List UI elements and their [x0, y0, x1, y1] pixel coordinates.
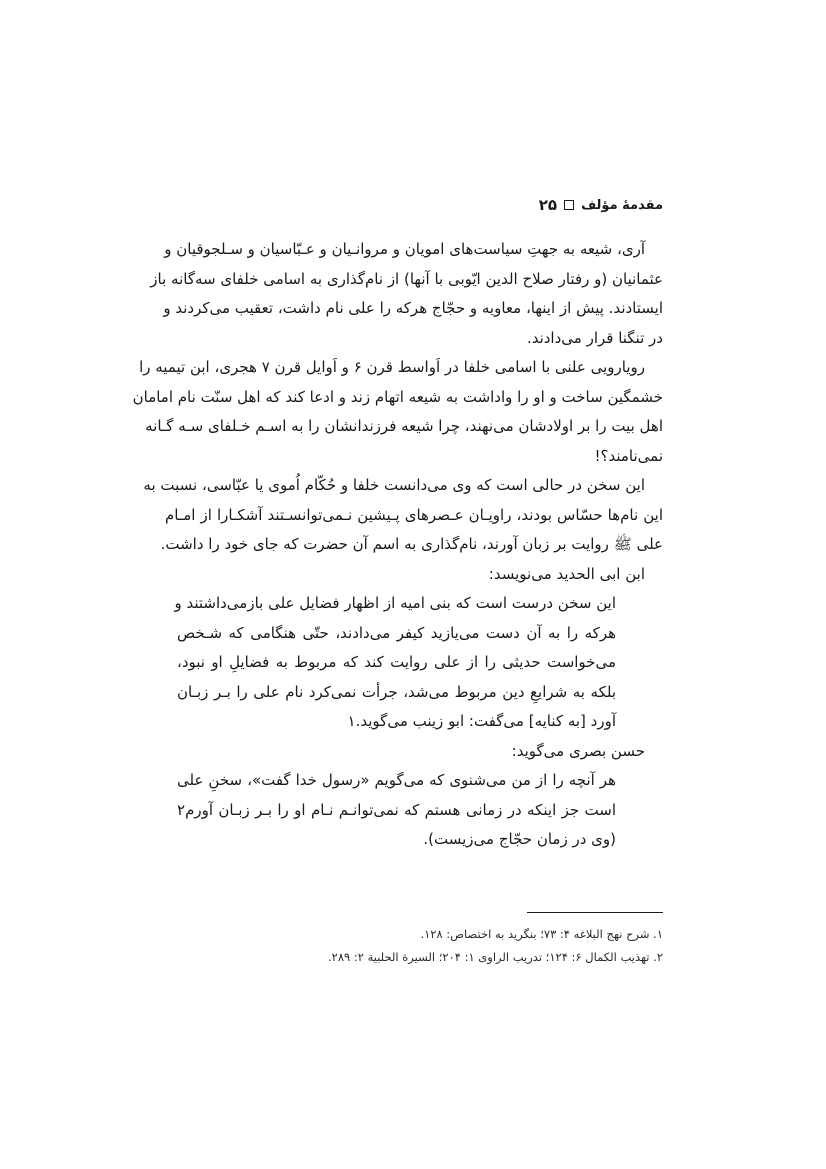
- text-line: آری، شیعه به جهتِ سیاست‌های امویان و مروانـیان و عـبّاسیان و سـلجوقیان و: [164, 240, 645, 258]
- footnotes: [165, 923, 663, 969]
- quote-intro: ابن ابی الحدید می‌نویسد:: [488, 564, 645, 583]
- text-line: علی ﷺ روایت بر زبان آورند، نام‌گذاری به اسم آن حضرت که جای خود را داشت.: [160, 535, 663, 553]
- footnote: ۲. تهذیب الکمال ۶: ۱۲۴؛ تدریب الراوی ۱: ۲۰۴؛ السیرة الحلبیة ۲: ۲۸۹.: [328, 950, 663, 964]
- page-number: ۲۵: [538, 196, 558, 214]
- main-text: [132, 235, 663, 855]
- running-head: [539, 196, 663, 214]
- text-line: خشمگین ساخت و او را واداشت به شیعه اتهام زند و ادعا کند که اهل سنّت نام امامان: [132, 387, 663, 406]
- text-line: اهل بیت را بر اولادشان می‌نهند، چرا شیعه فرزندانشان را به اسـم خـلفای سـه گـانه: [145, 417, 663, 435]
- quote-line: هرکه را به آن دست می‌یازید کیفر می‌دادند، حتّی هنگامی که شـخص: [177, 623, 616, 642]
- text-line: این سخن در حالی است که وی می‌دانست خلفا و حُکّام اُموی یا عبّاسی، نسبت به: [143, 476, 645, 494]
- quote-line: می‌خواست حدیثی را از علی روایت کند که مربوط به فضایلِ او نبود،: [177, 653, 616, 671]
- footnote-divider: [527, 912, 663, 913]
- text-line: نمی‌نامند؟!: [594, 446, 663, 465]
- quote-intro: حسن بصری می‌گوید:: [511, 741, 645, 760]
- square-bullet-icon: [564, 200, 574, 210]
- text-line: در تنگنا قرار می‌دادند.: [526, 328, 663, 347]
- text-line: این نام‌ها حسّاس بودند، راویـان عـصرهای پـیشین نـمی‌توانسـتند آشکـارا از امـام: [165, 505, 663, 524]
- quote-line: آورد [به کنایه] می‌گفت: ابو زینب می‌گوید.۱: [347, 712, 616, 730]
- quote-line: (وی در زمان حجّاج می‌زیست).: [423, 830, 616, 848]
- footnote: ۱. شرح نهج البلاغه ۴: ۷۳؛ بنگرید به اختصاص: ۱۲۸.: [420, 927, 663, 941]
- quote-line: این سخن درست است که بنی امیه از اظهار فضایل علی بازمی‌داشتند و: [174, 594, 616, 612]
- quote-line: هر آنچه را از من می‌شنوی که می‌گویم «رسول خدا گفت»، سخنِ علی: [177, 771, 616, 789]
- running-head-title: مقدمهٔ مؤلف: [581, 197, 663, 213]
- text-line: عثمانیان (و رفتار صلاح الدین ایّوبی با آنها) از نام‌گذاری به اسامی خلفای سه‌گانه باز: [150, 269, 663, 288]
- text-line: رویارویی علنی با اسامی خلفا در اَواسط قرن ۶ و اَوایل قرن ۷ هجری، ابن تیمیه را: [139, 358, 645, 376]
- text-line: ایستادند. پیش از اینها، معاویه و حجّاج هرکه را علی نام داشت، تعقیب می‌کردند و: [163, 299, 663, 317]
- quote-line: بلکه به شرایعِ دین مربوط می‌شد، جرأت نمی‌کرد نام علی را بـر زبـان: [177, 682, 616, 701]
- quote-line: است جز اینکه در زمانی هستم که نمی‌توانـم نـام او را بـر زبـان آورم۲: [177, 800, 616, 819]
